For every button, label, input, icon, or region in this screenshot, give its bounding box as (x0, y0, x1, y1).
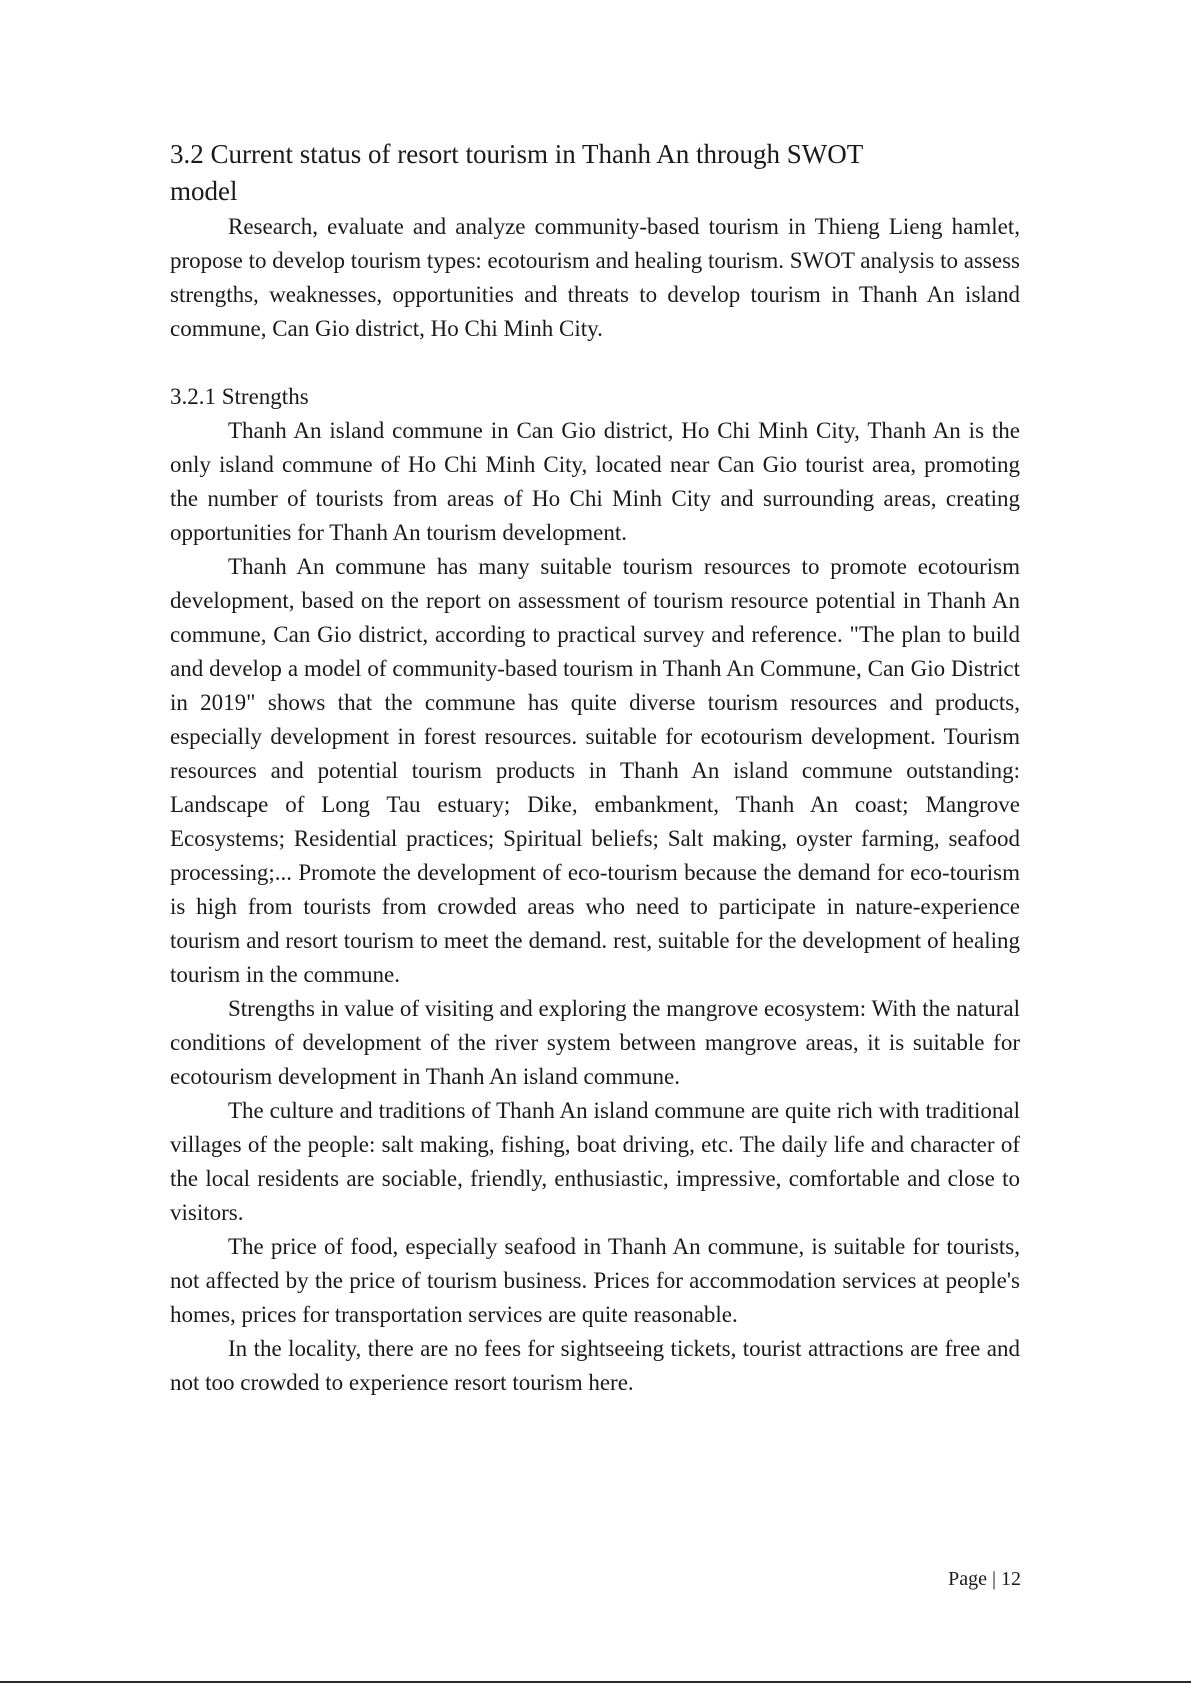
section-intro-paragraph: Research, evaluate and analyze community-based tourism in Thieng Lieng hamlet, propose to develop tourism types: ecotourism and healing tourism. SWOT analysis to assess strengths, weaknesses, opportunities and threats to develop tourism in Thanh An island commune, Can Gio district, Ho Chi Minh City. (170, 214, 1020, 341)
page-bottom-edge (0, 1681, 1191, 1683)
strengths-paragraph-prices: The price of food, especially seafood in Thanh An commune, is suitable for tourists, not affected by the price of tourism business. Prices for accommodation services at people's homes, prices for transportation services are quite reasonable. (170, 1234, 1020, 1327)
strengths-paragraph-culture: The culture and traditions of Thanh An island commune are quite rich with traditional villages of the people: salt making, fishing, boat driving, etc. The daily life and character of the local residents are sociable, friendly, enthusiastic, impressive, comfortable and close to visitors. (170, 1098, 1020, 1225)
strengths-paragraph-resources: Thanh An commune has many suitable tourism resources to promote ecotourism development, based on the report on assessment of tourism resource potential in Thanh An commune, Can Gio district, according to practical survey and reference. "The plan to build and develop a model of community-based tourism in Thanh An Commune, Can Gio District in 2019" shows that the commune has quite diverse tourism resources and products, especially development in forest resources. suitable for ecotourism development. Tourism resources and potential tourism products in Thanh An island commune outstanding: Landscape of Long Tau estuary; Dike, embankment, Thanh An coast; Mangrove Ecosystems; Residential practices; Spiritual beliefs; Salt making, oyster farming, seafood processing;... Promote the development of eco-tourism because the demand for eco-tourism is high from tourists from crowded areas who need to participate in nature-experience tourism and resort tourism to meet the demand. rest, suitable for the development of healing tourism in the commune. (170, 554, 1020, 987)
strengths-paragraph-fees: In the locality, there are no fees for sightseeing tickets, tourist attractions are free and not too crowded to experience resort tourism here. (170, 1336, 1020, 1395)
subsection-title: 3.2.1 Strengths (170, 384, 309, 409)
document-page (170, 136, 1020, 1400)
strengths-paragraph-mangrove: Strengths in value of visiting and exploring the mangrove ecosystem: With the natural conditions of development of the river system between mangrove areas, it is suitable for ecotourism development in Thanh An island commune. (170, 996, 1020, 1089)
strengths-paragraph-location: Thanh An island commune in Can Gio district, Ho Chi Minh City, Thanh An is the only island commune of Ho Chi Minh City, located near Can Gio tourist area, promoting the number of tourists from areas of Ho Chi Minh City and surrounding areas, creating opportunities for Thanh An tourism development. (170, 418, 1020, 545)
page-number: Page | 12 (948, 1568, 1021, 1590)
section-title: 3.2 Current status of resort tourism in Thanh An through SWOT model (170, 139, 863, 206)
